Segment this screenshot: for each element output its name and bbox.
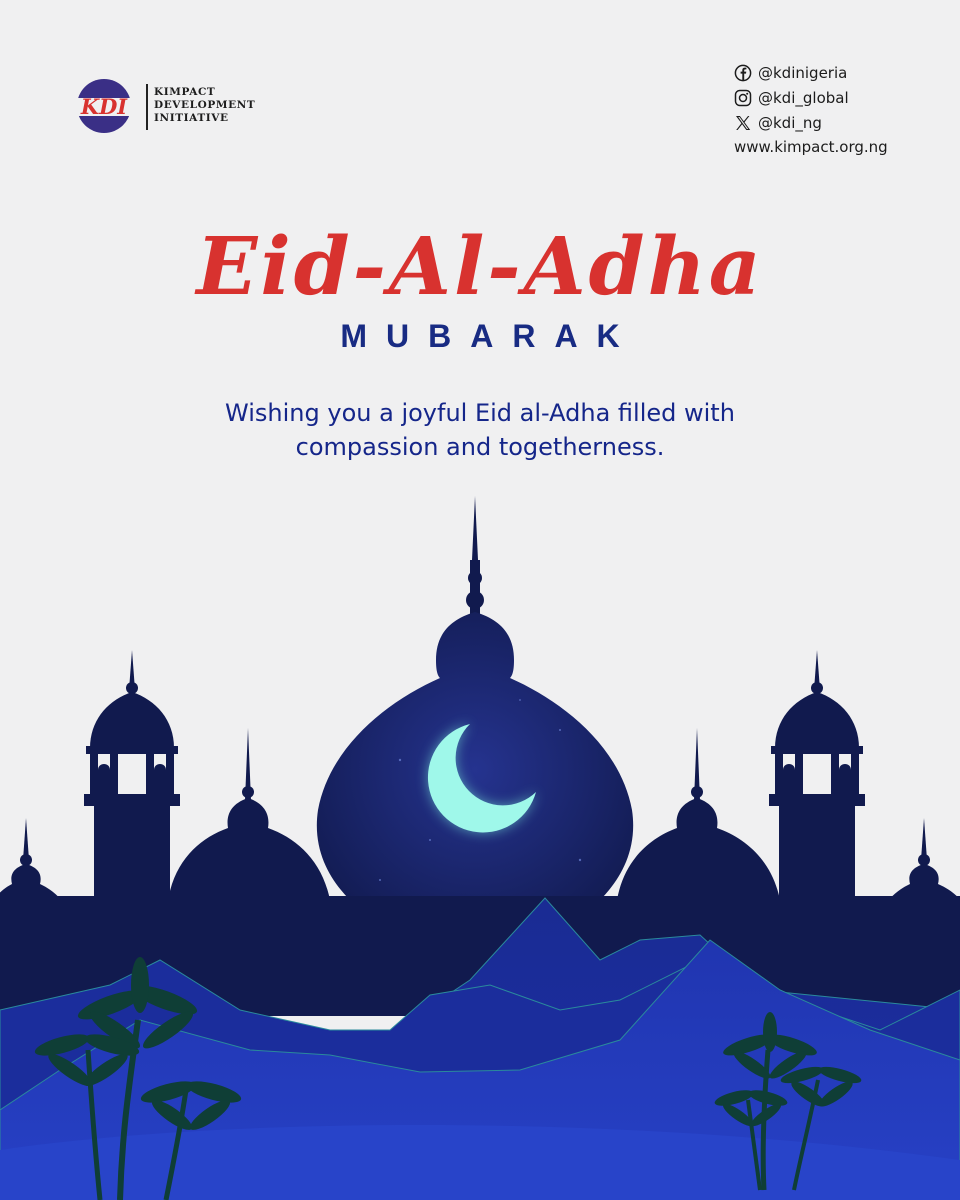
x-handle: @kdi_ng <box>758 113 822 132</box>
logo-line-2: DEVELOPMENT <box>154 99 256 111</box>
website-link[interactable]: www.kimpact.org.ng <box>734 138 888 156</box>
right-small-dome <box>617 728 780 900</box>
facebook-handle: @kdinigeria <box>758 63 848 82</box>
social-x[interactable] <box>734 110 888 135</box>
kdi-logo <box>68 78 268 134</box>
central-dome <box>317 612 633 900</box>
logo-wordmark <box>154 86 255 125</box>
social-links <box>734 60 888 160</box>
x-icon <box>734 114 752 132</box>
left-small-dome <box>168 728 330 900</box>
instagram-handle: @kdi_global <box>758 88 849 107</box>
facebook-icon <box>734 64 752 82</box>
instagram-icon <box>734 89 752 107</box>
logo-abbr: KDI <box>80 94 128 119</box>
logo-line-3: INITIATIVE <box>154 112 229 124</box>
greeting-subtitle: MUBARAK <box>340 318 639 354</box>
greeting-title: Eid-Al-Adha <box>196 219 764 313</box>
logo-divider <box>146 84 148 130</box>
central-spire <box>466 496 484 620</box>
social-instagram[interactable] <box>734 85 888 110</box>
mosque-illustration <box>0 480 960 1200</box>
kdi-logo-mark <box>68 78 140 134</box>
greeting-message: Wishing you a joyful Eid al-Adha filled with compassion and togetherness. <box>225 399 735 461</box>
logo-line-1: KIMPACT <box>154 86 216 98</box>
social-facebook[interactable] <box>734 60 888 85</box>
